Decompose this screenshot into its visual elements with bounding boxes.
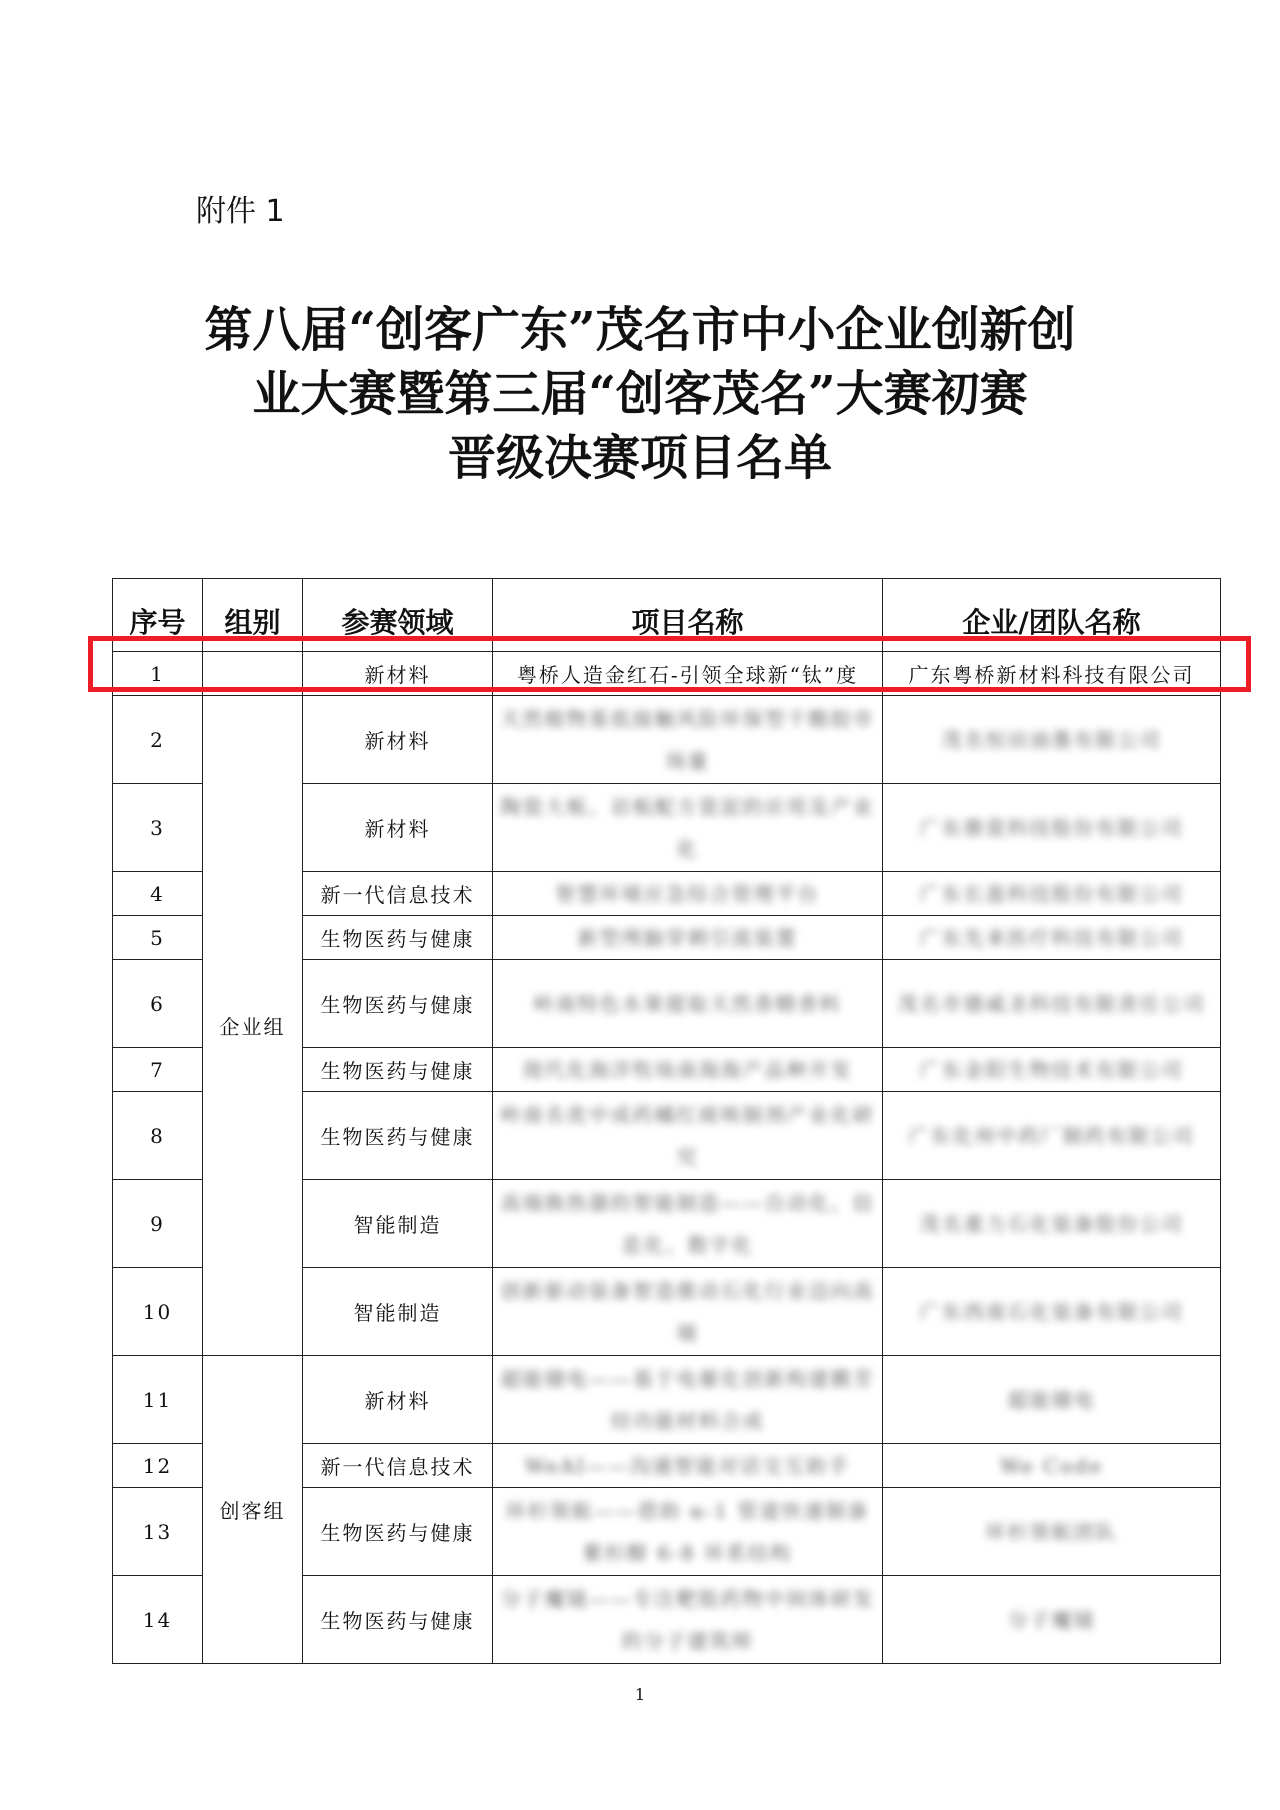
page-number: 1 bbox=[634, 1685, 646, 1704]
cell-project: 分子魔镜——专注靶股药物中间体研发的分子建筑师 bbox=[493, 1576, 883, 1664]
cell-company: 广东长盈科技股份有限公司 bbox=[883, 872, 1221, 916]
cell-project: 天然植物基低接触风险环保型干酪胶市场量 bbox=[493, 696, 883, 784]
table-row bbox=[113, 696, 1221, 784]
cell-project: 岭南名优中成药橘红痰咳制剂产业化研究 bbox=[493, 1092, 883, 1180]
cell-seq: 11 bbox=[113, 1356, 203, 1444]
cell-project: 岭南特色水果提取天然香精香料 bbox=[493, 960, 883, 1048]
cell-project: 智慧环境应急综合管理平台 bbox=[493, 872, 883, 916]
cell-field: 生物医药与健康 bbox=[303, 916, 493, 960]
project-list-table bbox=[112, 578, 1221, 1664]
cell-field: 智能制造 bbox=[303, 1180, 493, 1268]
cell-field: 生物医药与健康 bbox=[303, 1048, 493, 1092]
cell-project: 陶瓷大板、岩板配方瓷泥的应用及产业化 bbox=[493, 784, 883, 872]
cell-group-maker: 创客组 bbox=[203, 1356, 303, 1664]
cell-field: 新材料 bbox=[303, 696, 493, 784]
title-line-3: 晋级决赛项目名单 bbox=[447, 430, 832, 486]
cell-company: 茂名恒田油墨有限公司 bbox=[883, 696, 1221, 784]
cell-company: We Code bbox=[883, 1444, 1221, 1488]
cell-seq: 6 bbox=[113, 960, 203, 1048]
cell-project: 高端换热器的智能制造——自动化、信息化、数字化 bbox=[493, 1180, 883, 1268]
col-header-seq: 序号 bbox=[113, 579, 203, 652]
col-header-project: 项目名称 bbox=[493, 579, 883, 652]
cell-seq: 5 bbox=[113, 916, 203, 960]
cell-field: 生物医药与健康 bbox=[303, 960, 493, 1048]
cell-company: 广东粤桥新材料科技有限公司 bbox=[883, 652, 1221, 696]
cell-company: 分子魔镜 bbox=[883, 1576, 1221, 1664]
title-line-2: 业大赛暨第三届“创客茂名”大赛初赛 bbox=[252, 366, 1028, 422]
title-line-1: 第八届“创客广东”茂名市中小企业创新创 bbox=[204, 302, 1076, 358]
cell-project: 超能储电——基于电催化创新构建膜芳烃功能材料合成 bbox=[493, 1356, 883, 1444]
cell-seq: 9 bbox=[113, 1180, 203, 1268]
cell-seq: 7 bbox=[113, 1048, 203, 1092]
cell-project: 现代化海洋牧场南海海产品种开发 bbox=[493, 1048, 883, 1092]
cell-company: 广东金阳生物技术有限公司 bbox=[883, 1048, 1221, 1092]
cell-field: 新一代信息技术 bbox=[303, 872, 493, 916]
cell-seq: 3 bbox=[113, 784, 203, 872]
cell-project: WeAI——沟通智能对话交互助手 bbox=[493, 1444, 883, 1488]
cell-group-enterprise: 企业组 bbox=[203, 696, 303, 1356]
table-row bbox=[113, 652, 1221, 696]
cell-field: 生物医药与健康 bbox=[303, 1576, 493, 1664]
cell-field: 智能制造 bbox=[303, 1268, 493, 1356]
cell-company: 广东化州中药厂制药有限公司 bbox=[883, 1092, 1221, 1180]
cell-company: 茂名市德威圣科技有限责任公司 bbox=[883, 960, 1221, 1048]
cell-seq: 12 bbox=[113, 1444, 203, 1488]
cell-field: 新材料 bbox=[303, 652, 493, 696]
cell-seq: 14 bbox=[113, 1576, 203, 1664]
cell-company: 广东先来医疗科技有限公司 bbox=[883, 916, 1221, 960]
cell-project: 粤桥人造金红石-引领全球新“钛”度 bbox=[493, 652, 883, 696]
document-title bbox=[150, 298, 1130, 490]
cell-company: 环杉领航团队 bbox=[883, 1488, 1221, 1576]
cell-company: 广东鼎瓷科技股份有限公司 bbox=[883, 784, 1221, 872]
cell-field: 新材料 bbox=[303, 1356, 493, 1444]
cell-project: 新型颅脑穿刺引流装置 bbox=[493, 916, 883, 960]
cell-field: 生物医药与健康 bbox=[303, 1092, 493, 1180]
cell-field: 生物医药与健康 bbox=[303, 1488, 493, 1576]
cell-project: 环杉领航——借助 α-1 管道快速制备紫杉醇 6-8 环系结构 bbox=[493, 1488, 883, 1576]
cell-group bbox=[203, 652, 303, 696]
cell-seq: 1 bbox=[113, 652, 203, 696]
cell-seq: 13 bbox=[113, 1488, 203, 1576]
cell-company: 超能储电 bbox=[883, 1356, 1221, 1444]
cell-company: 茂名重力石化装备股份公司 bbox=[883, 1180, 1221, 1268]
cell-seq: 8 bbox=[113, 1092, 203, 1180]
col-header-group: 组别 bbox=[203, 579, 303, 652]
cell-seq: 2 bbox=[113, 696, 203, 784]
cell-company: 广东西南石化装备有限公司 bbox=[883, 1268, 1221, 1356]
col-header-field: 参赛领域 bbox=[303, 579, 493, 652]
attachment-label: 附件 1 bbox=[196, 194, 285, 229]
cell-field: 新一代信息技术 bbox=[303, 1444, 493, 1488]
cell-project: 创新驱动装备智造推动石化行业迈向高端 bbox=[493, 1268, 883, 1356]
cell-seq: 4 bbox=[113, 872, 203, 916]
table-header-row bbox=[113, 579, 1221, 652]
table-row bbox=[113, 1356, 1221, 1444]
cell-field: 新材料 bbox=[303, 784, 493, 872]
cell-seq: 10 bbox=[113, 1268, 203, 1356]
col-header-company: 企业/团队名称 bbox=[883, 579, 1221, 652]
